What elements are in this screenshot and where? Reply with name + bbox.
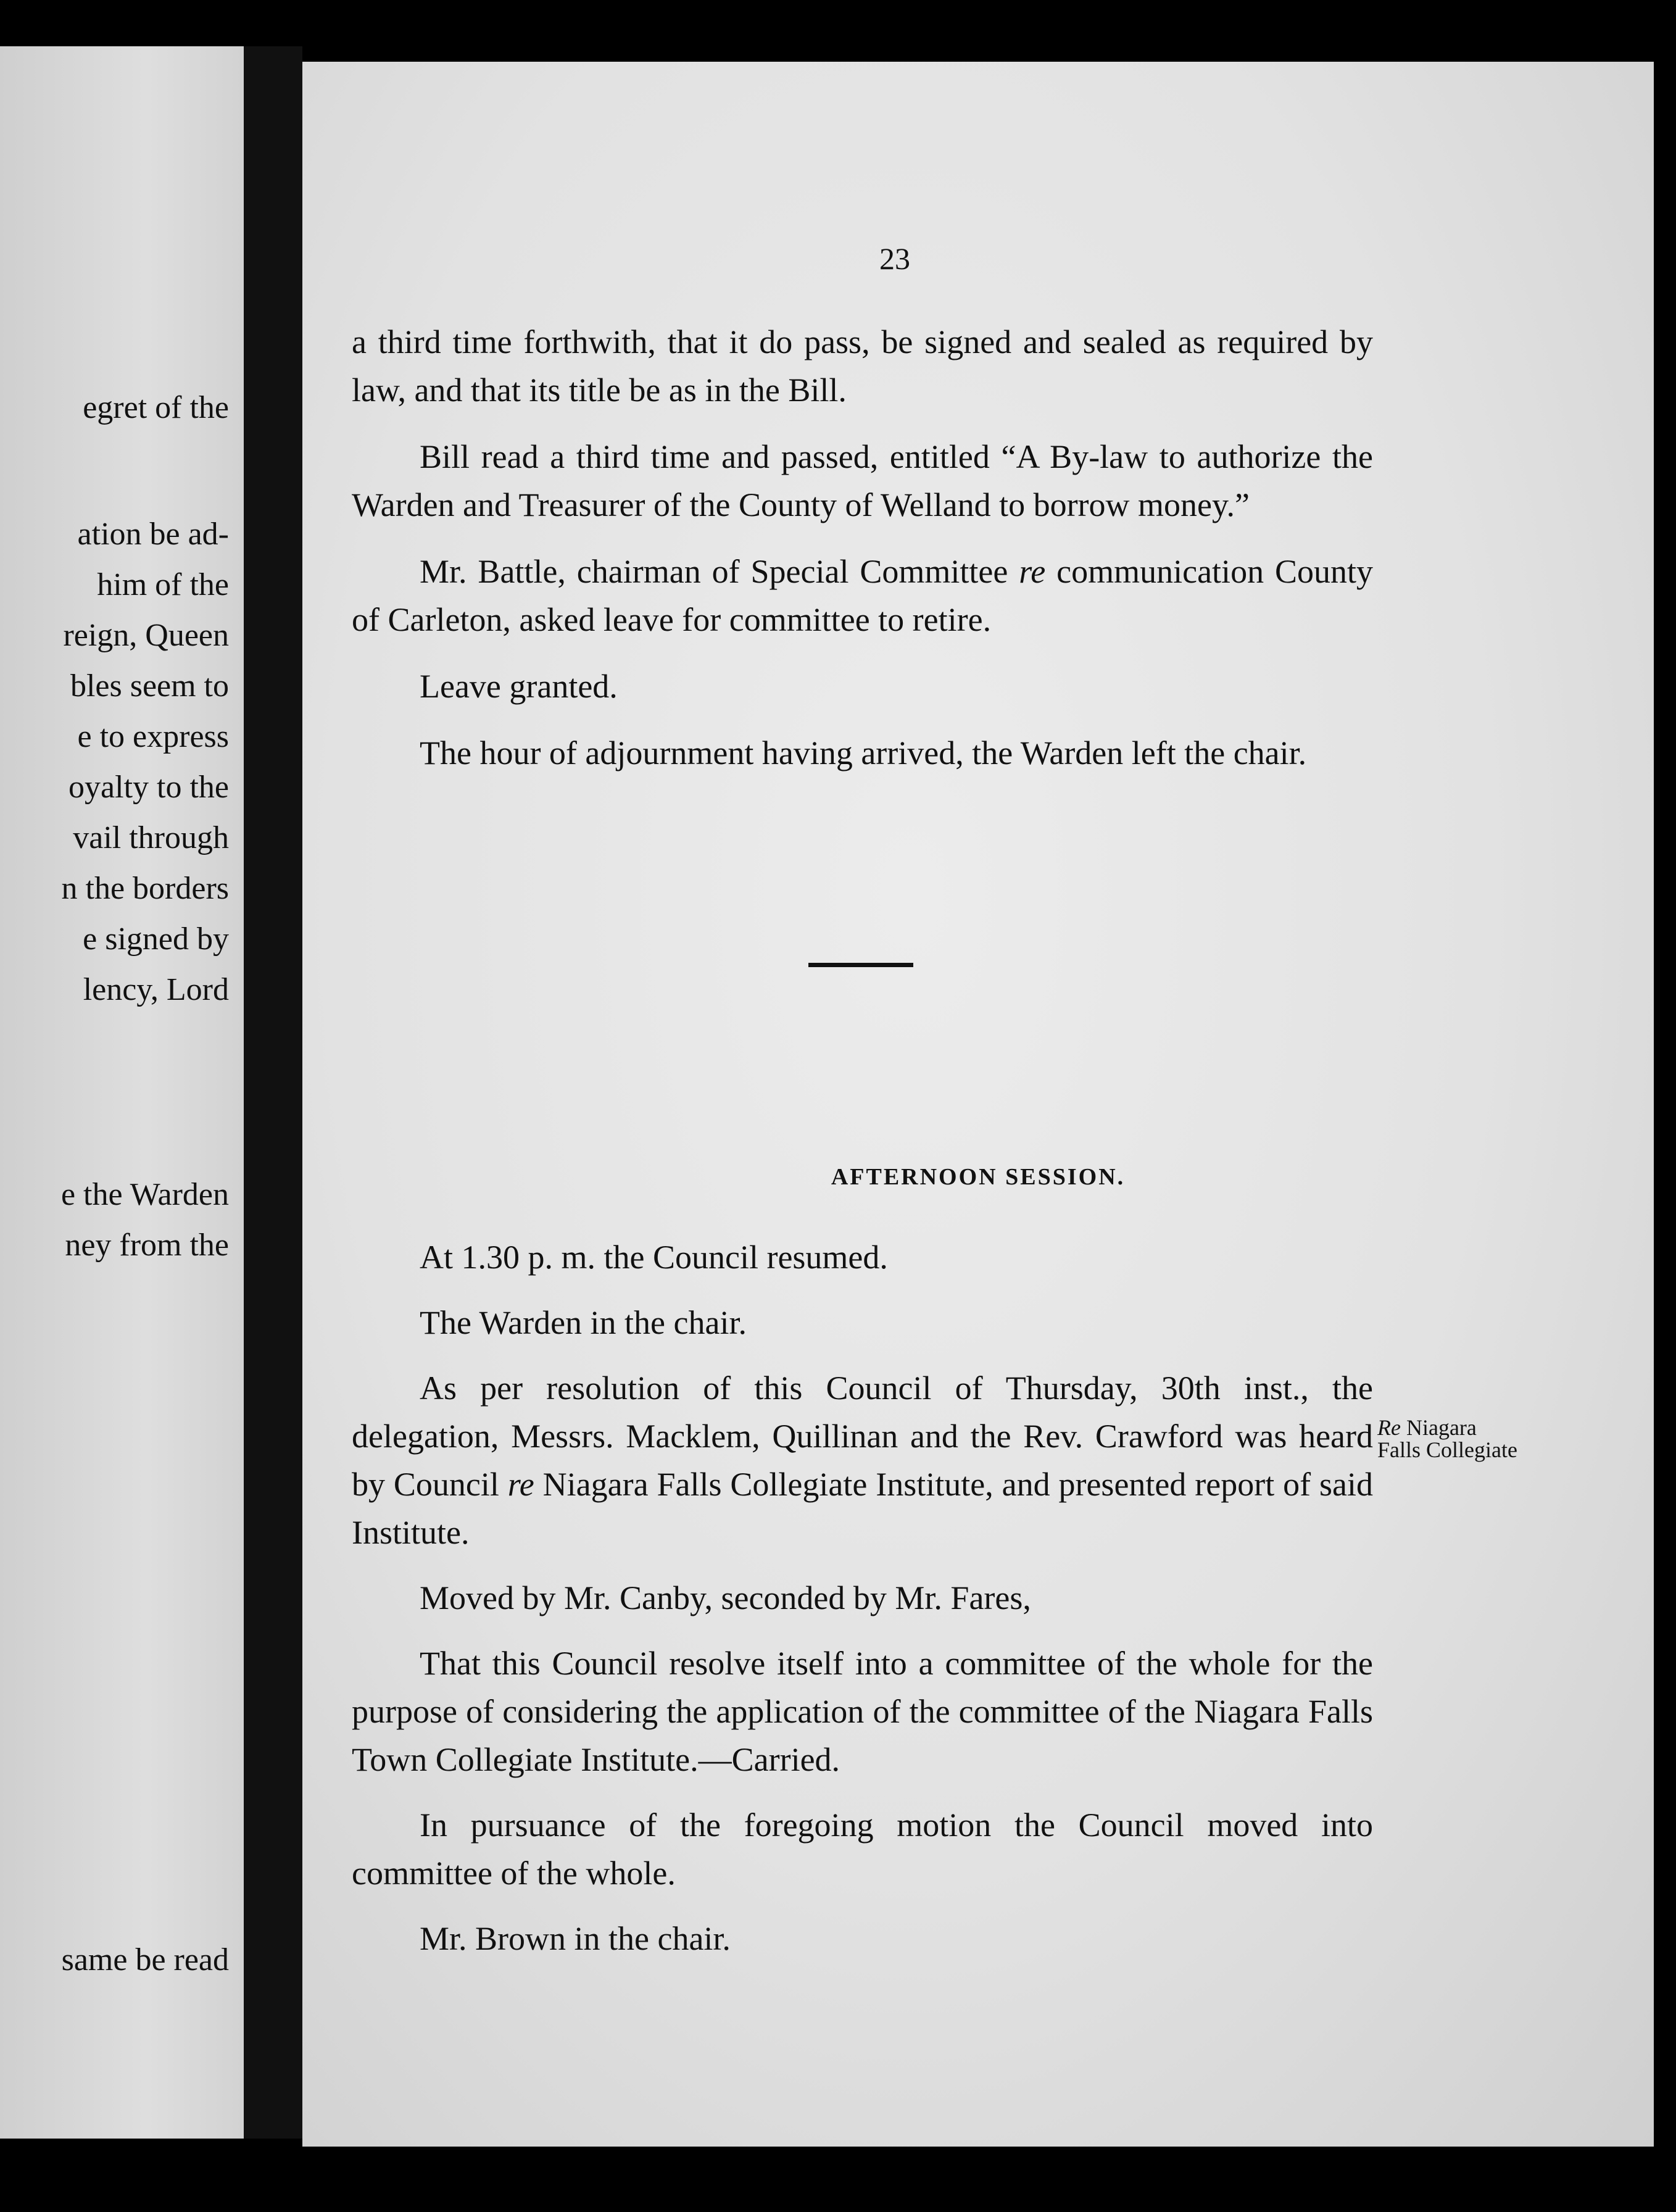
left-page-line: ation be ad-	[77, 517, 229, 552]
paragraph	[352, 1364, 1373, 1557]
section-divider	[808, 963, 913, 967]
paragraph: Mr. Brown in the chair.	[420, 1920, 731, 1957]
upper-text-block	[352, 318, 1373, 777]
left-page-line: bles seem to	[70, 668, 229, 704]
left-page-fragment	[0, 46, 244, 2139]
paragraph	[352, 547, 1373, 644]
main-page	[302, 62, 1654, 2148]
paragraph: In pursuance of the foregoing motion the Council moved into committee of the whole.	[352, 1807, 1373, 1892]
sidenote-line: Falls Collegiate	[1377, 1437, 1517, 1462]
book-gutter	[244, 46, 302, 2139]
paragraph: Leave granted.	[420, 668, 618, 705]
scan-border	[0, 2147, 1676, 2212]
left-page-line: e to express	[77, 719, 229, 754]
text-run: communication County of Carleton, asked leave for committee to retire.	[352, 553, 1373, 638]
left-page-line: same be read	[61, 1942, 229, 1977]
left-page-line: lency, Lord	[83, 972, 229, 1007]
left-page-line: vail through	[73, 820, 229, 855]
italic-re: re	[1019, 553, 1046, 590]
margin-sidenote	[1377, 1416, 1562, 1461]
left-page-line: ney from the	[65, 1228, 229, 1263]
sidenote-line	[1377, 1416, 1562, 1439]
left-page-line: e signed by	[83, 921, 229, 957]
left-page-line: n the borders	[61, 871, 229, 906]
page-number: 23	[879, 241, 910, 276]
paragraph: Moved by Mr. Canby, seconded by Mr. Fares,	[420, 1579, 1031, 1616]
left-page-line: him of the	[97, 567, 229, 602]
left-page-line: egret of the	[83, 390, 229, 425]
paragraph: a third time forthwith, that it do pass, be signed and sealed as required by law, and that its title be as in the Bill.	[352, 323, 1373, 409]
paragraph: The Warden in the chair.	[420, 1304, 747, 1341]
paragraph: That this Council resolve itself into a committee of the whole for the purpose of considering the application of the committee of the Niagara Falls Town Collegiate Institute.—Carried.	[352, 1645, 1373, 1778]
left-page-line: oyalty to the	[68, 770, 229, 805]
paragraph: The hour of adjournment having arrived, the Warden left the chair.	[420, 734, 1307, 771]
sidenote-re: Re	[1377, 1415, 1401, 1440]
paragraph: Bill read a third time and passed, entitled “A By-law to authorize the Warden and Treasurer of the County of Welland to borrow money.”	[352, 438, 1373, 523]
italic-re: re	[507, 1466, 534, 1503]
left-page-line: reign, Queen	[63, 618, 229, 653]
section-heading: AFTERNOON SESSION.	[831, 1164, 1126, 1190]
text-run: Mr. Battle, chairman of Special Committee	[420, 553, 1019, 590]
lower-text-block	[352, 1233, 1373, 1963]
paragraph: At 1.30 p. m. the Council resumed.	[420, 1239, 888, 1276]
text-run: Niagara Falls Collegiate Institute, and presented report of said Institute.	[352, 1466, 1373, 1551]
text-run: As per resolution of this Council of Thursday, 30th inst., the delegation, Messrs. Macklem, Quillinan and the Rev. Crawford was heard by Council	[352, 1370, 1373, 1503]
sidenote-text: Niagara	[1406, 1415, 1477, 1440]
left-page-line: e the Warden	[60, 1177, 229, 1212]
